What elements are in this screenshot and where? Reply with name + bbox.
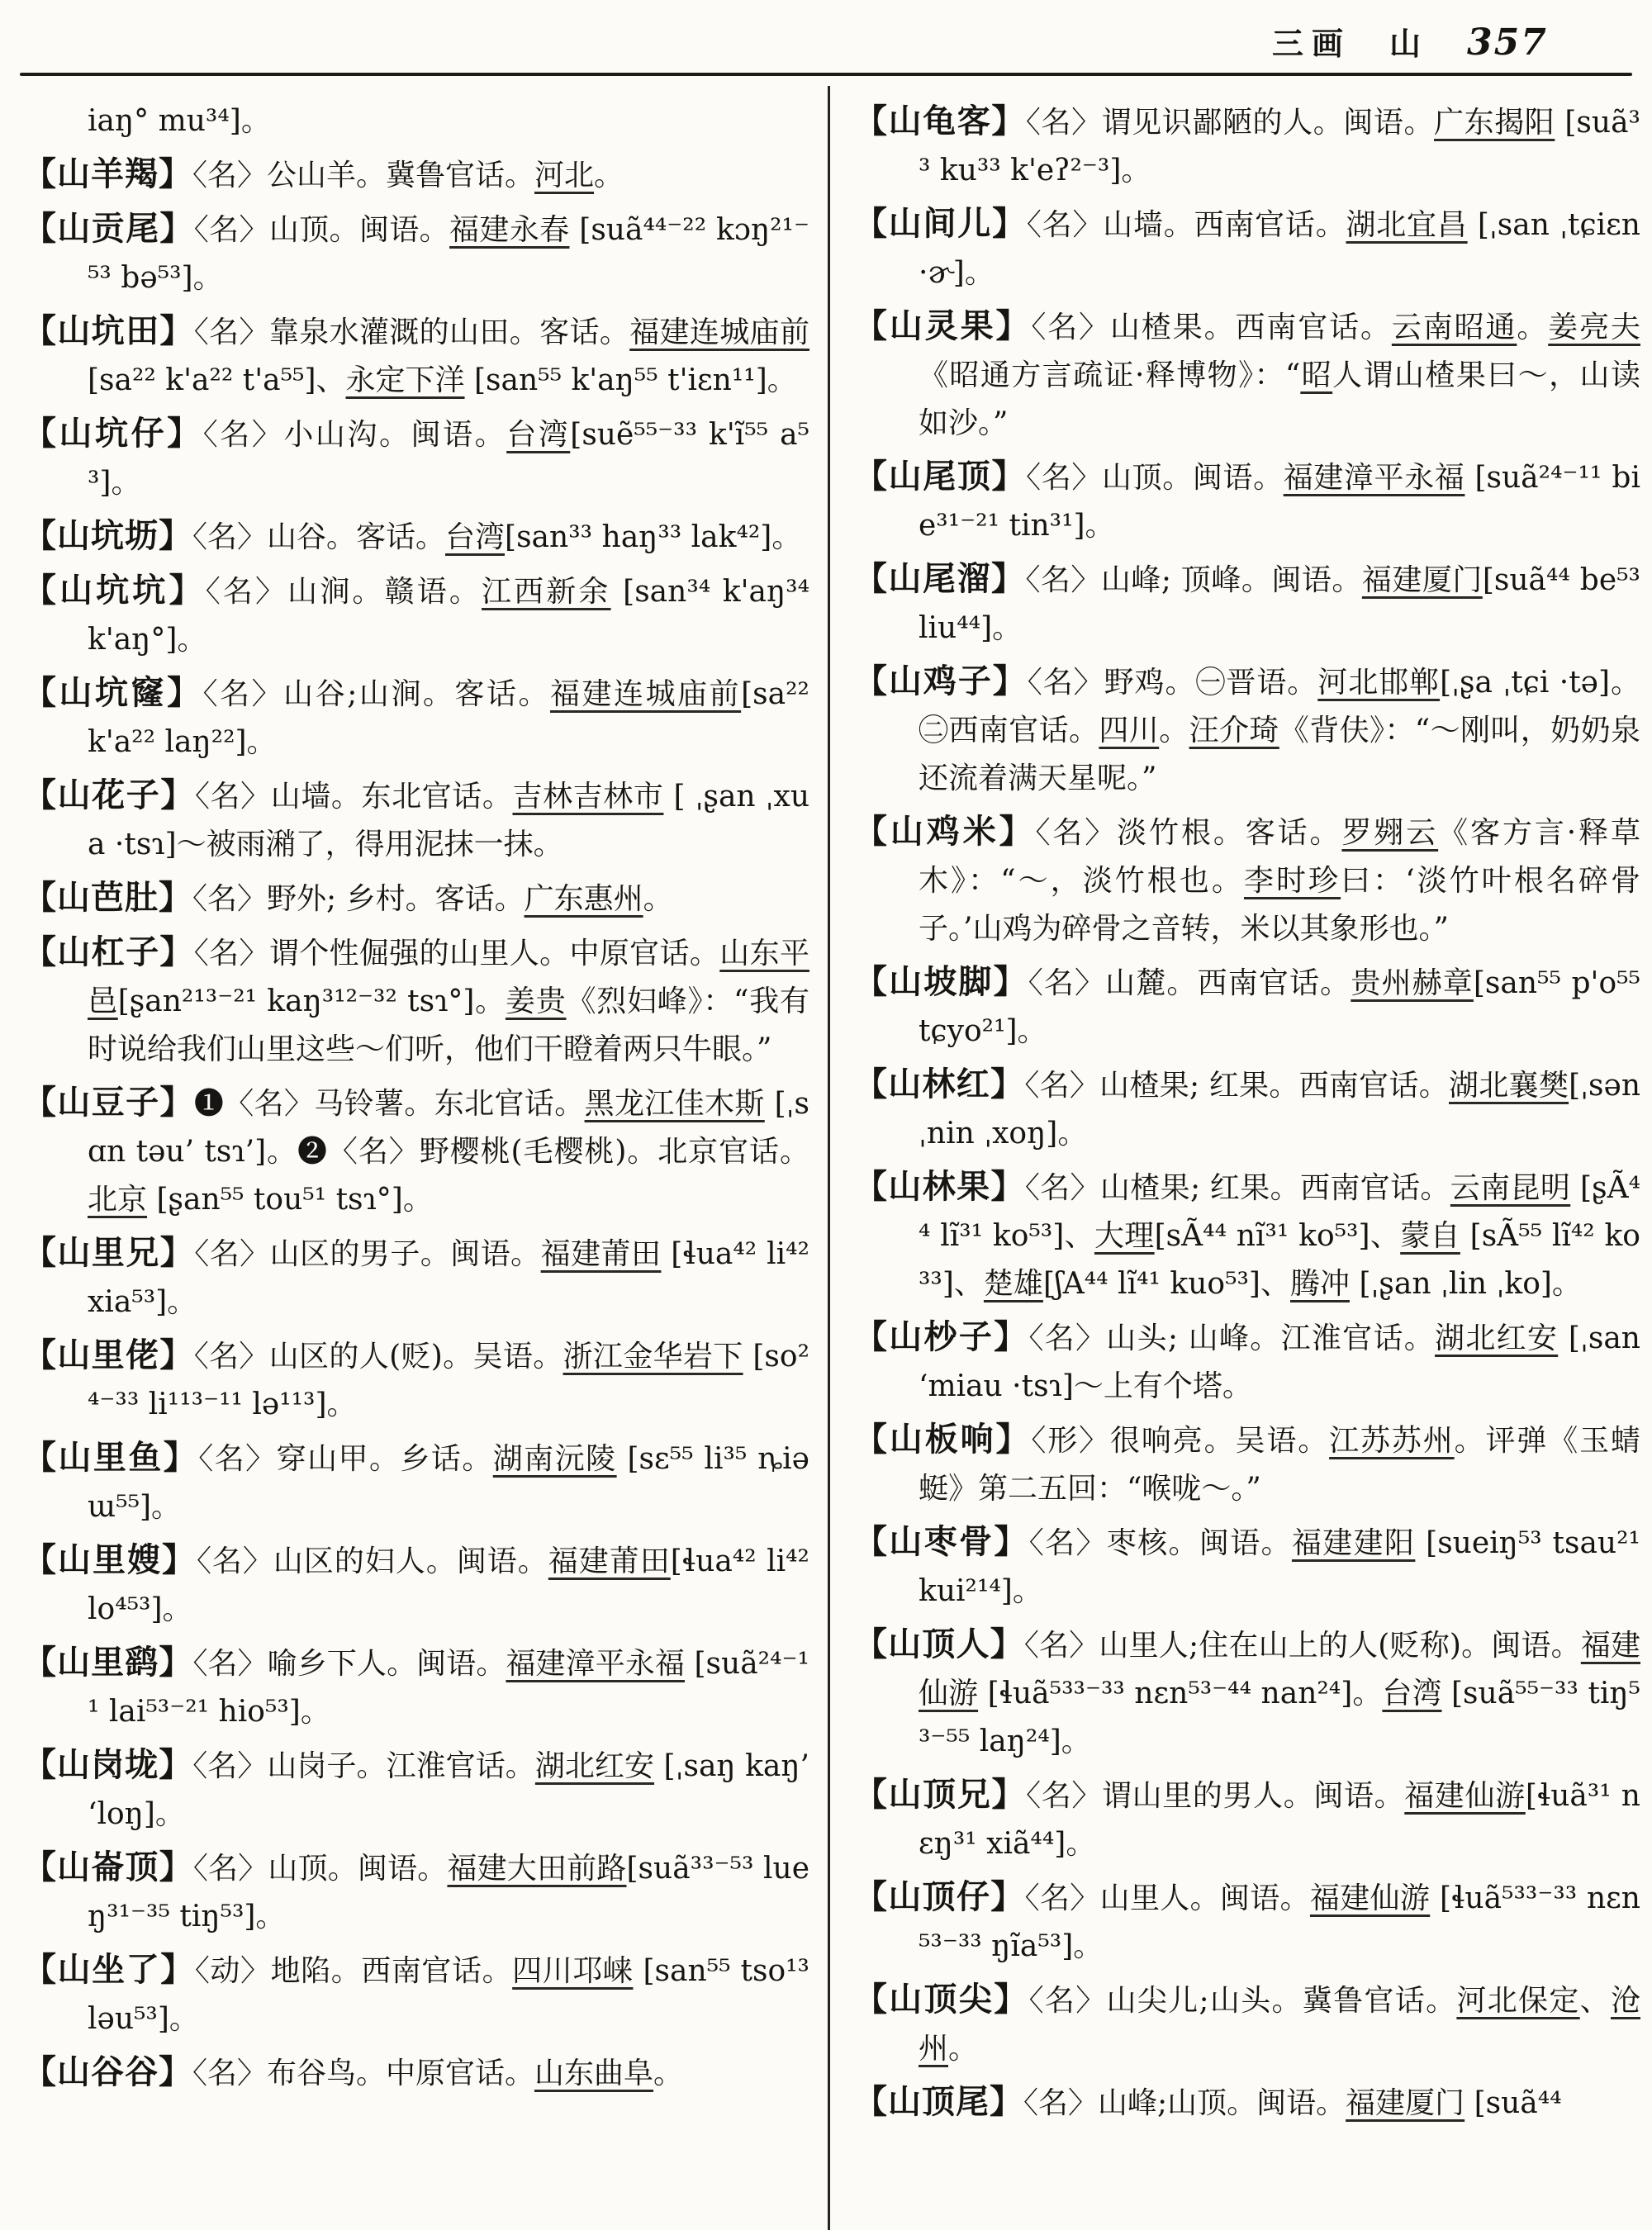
entry-headword: 【山坑坑】 — [23, 571, 206, 610]
entry-text: 、 — [1579, 1984, 1611, 2018]
entry-headword: 【山里嫂】 — [23, 1540, 197, 1579]
entry-text: [ʂan²¹³⁻²¹ kaŋ³¹²⁻³² tsɿ°]。 — [117, 985, 506, 1018]
entry-text: [ˌsan ‘miau ·tsɿ]～上有个塔。 — [919, 1321, 1640, 1403]
entry-headword: 【山岗垅】 — [23, 1745, 193, 1784]
dictionary-entry — [23, 1639, 809, 1736]
entry-text: 〈名〉靠泉水灌溉的山田。客话。 — [193, 316, 630, 349]
proper-name: 李时珍 — [1243, 864, 1341, 898]
proper-name: 福建连城庙前 — [629, 316, 809, 349]
entry-text: 〈名〉公山羊。冀鲁官话。 — [192, 159, 535, 192]
entry-text: [suã²⁴⁻¹¹ lai⁵³⁻²¹ hio⁵³]。 — [88, 1647, 809, 1729]
entry-headword: 【山林红】 — [854, 1065, 1025, 1103]
entry-text: [san⁵⁵ p'o⁵⁵ tɕyo²¹]。 — [919, 966, 1640, 1048]
proper-name: 贵州赫章 — [1351, 966, 1474, 1000]
entry-text: [san⁵⁵ k'aŋ⁵⁵ t'iɛn¹¹]。 — [464, 363, 797, 397]
entry-headword: 【山贡尾】 — [23, 209, 194, 248]
proper-name: 湖北襄樊 — [1449, 1069, 1569, 1103]
entry-text: 〈名〉山谷。客话。 — [192, 520, 446, 554]
entry-headword: 【山板响】 — [854, 1420, 1032, 1459]
entry-text: 〈名〉山麓。西南官话。 — [1028, 966, 1351, 1000]
proper-name: 姜贵 — [505, 985, 567, 1018]
dictionary-entry — [23, 307, 809, 405]
entry-text: [sÃ⁵⁵ lĩ⁴² ko³³]、 — [919, 1219, 1640, 1301]
entry-text: [ɬua⁴² li⁴² lo⁴⁵³]。 — [88, 1544, 809, 1626]
entry-text: 人谓山楂果曰～，山读如沙。” — [919, 358, 1640, 440]
entry-text: 〈名〉山峰; 顶峰。闽语。 — [1025, 563, 1362, 597]
entry-headword: 【山里佬】 — [23, 1336, 194, 1374]
entry-text: 〈名〉淡竹根。客话。 — [1035, 816, 1342, 850]
proper-name: 福建漳平永福 — [1283, 461, 1465, 495]
dictionary-entry — [23, 1079, 809, 1224]
entry-text: 〈名〉山顶。闽语。 — [192, 1852, 448, 1886]
entry-text: 《背伕》：“～刚叫，奶奶泉还流着满天星呢。” — [919, 714, 1640, 795]
entry-text: 〈名〉山岗子。江淮官话。 — [192, 1749, 535, 1783]
entry-headword: 【山尾顶】 — [854, 457, 1027, 496]
entry-headword: 【山坐了】 — [23, 1950, 195, 1989]
entry-text: 〈名〉野外; 乡村。客话。 — [192, 882, 525, 916]
dictionary-entry — [23, 1843, 809, 1941]
entry-text: [sa²² k'a²² laŋ²²]。 — [88, 677, 809, 759]
running-head — [1272, 18, 1548, 64]
proper-name: 台湾 — [445, 520, 506, 554]
entry-text: 。 — [643, 882, 673, 916]
entry-text: [suã³³ ku³³ k'eʔ²⁻³]。 — [919, 106, 1640, 187]
entry-text: [ˌsɑn təu’ tsɿ’]。❷〈名〉野樱桃(毛樱桃)。北京官话。 — [88, 1087, 809, 1169]
dictionary-entry — [23, 1331, 809, 1429]
entry-text: 〈名〉山头; 山峰。江淮官话。 — [1028, 1321, 1436, 1355]
dictionary-entry — [854, 1163, 1640, 1308]
entry-text: 。 — [1517, 311, 1549, 344]
entry-text: 〈名〉山楂果; 红果。西南官话。 — [1024, 1171, 1450, 1205]
entry-text: 〈名〉小山沟。闽语。 — [202, 418, 507, 452]
entry-text: 。 — [594, 159, 624, 192]
proper-name: 河北邯郸 — [1317, 666, 1441, 700]
proper-name: 山东曲阜 — [534, 2057, 654, 2090]
proper-name: 湖南沅陵 — [492, 1442, 617, 1476]
entry-text: 〈名〉山里人。闽语。 — [1024, 1881, 1310, 1915]
dictionary-entry — [23, 410, 809, 507]
entry-headword: 【山坑仔】 — [23, 414, 203, 453]
dictionary-entry — [23, 1434, 809, 1531]
proper-name: 腾冲 — [1289, 1267, 1350, 1301]
proper-name: 福建仙游 — [1404, 1779, 1526, 1813]
proper-name: 沧州 — [919, 1984, 1640, 2066]
entry-headword: 【山杠子】 — [23, 932, 194, 971]
entry-text: 〈名〉山区的妇人。闽语。 — [196, 1544, 548, 1578]
dictionary-entry — [23, 1946, 809, 2043]
entry-text: [ʂÃ⁴⁴ lĩ³¹ ko⁵³]、 — [919, 1171, 1641, 1253]
entry-text: [ˌsən ˌnin ˌxoŋ]。 — [919, 1069, 1640, 1151]
entry-text: 〈名〉谓个性倔强的山里人。中原官话。 — [193, 937, 720, 970]
entry-text: 。评弹《玉蜻蜓》第二五回：“喉咙～。” — [919, 1424, 1640, 1506]
entry-text: 〈名〉山峰;山顶。闽语。 — [1023, 2086, 1346, 2120]
dictionary-entry — [854, 808, 1640, 953]
proper-name: 云南昭通 — [1391, 311, 1517, 344]
entry-text: 〈名〉山墙。东北官话。 — [194, 780, 513, 814]
entry-headword: 【山枣骨】 — [854, 1522, 1029, 1561]
column-right — [854, 97, 1640, 2133]
entry-text: 〈动〉地陷。西南官话。 — [194, 1954, 513, 1988]
entry-text: 〈名〉布谷鸟。中原官话。 — [192, 2057, 535, 2090]
entry-headword: 【山顶兄】 — [854, 1775, 1027, 1814]
entry-text: 《烈妇峰》：“我有时说给我们山里这些～们听，他们干瞪着两只牛眼。” — [88, 985, 809, 1066]
dictionary-entry — [854, 1771, 1640, 1868]
entry-headword: 【山谷谷】 — [23, 2052, 192, 2091]
proper-name: 山东平邑 — [88, 937, 809, 1018]
proper-name: 福建大田前路 — [447, 1852, 627, 1886]
page-number: 357 — [1467, 21, 1548, 64]
dictionary-entry — [854, 555, 1640, 652]
dictionary-entry — [854, 1313, 1640, 1411]
entry-headword: 【山鸡米】 — [854, 812, 1036, 851]
entry-text: [san⁵⁵ tso¹³ ləu⁵³]。 — [88, 1954, 809, 2036]
entry-headword: 【山龟客】 — [854, 102, 1026, 140]
proper-name: 四川 — [1099, 714, 1160, 747]
proper-name: 罗翙云 — [1341, 816, 1439, 850]
proper-name: 福建仙游 — [919, 1629, 1640, 1710]
entry-text: [ʂan⁵⁵ tou⁵¹ tsɿ°]。 — [147, 1183, 433, 1217]
proper-name: 广东揭阳 — [1434, 106, 1555, 140]
dictionary-entry — [23, 512, 809, 562]
dictionary-entry — [854, 1416, 1640, 1513]
proper-name: 福建厦门 — [1346, 2086, 1465, 2120]
entry-headword: 【山坑窿】 — [23, 673, 203, 712]
entry-text: [sɛ⁵⁵ li³⁵ ȵiəɯ⁵⁵]。 — [88, 1442, 809, 1524]
entry-text: 〈名〉枣核。闽语。 — [1028, 1526, 1292, 1560]
entry-text: 〈名〉穿山甲。乡话。 — [198, 1442, 493, 1476]
entry-text: [suã²⁴⁻¹¹ bie³¹⁻²¹ tin³¹]。 — [919, 461, 1640, 543]
proper-name: 福建莆田 — [548, 1544, 671, 1578]
proper-name: 江西新余 — [482, 575, 611, 609]
dictionary-entry — [854, 657, 1640, 803]
proper-name: 湖北红安 — [534, 1749, 655, 1783]
proper-name: 北京 — [88, 1183, 148, 1217]
entry-text: 。 — [948, 2032, 979, 2066]
entry-text: [so²⁴⁻³³ li¹¹³⁻¹¹ lə¹¹³]。 — [88, 1340, 810, 1421]
entry-text: 〈名〉野鸡。㊀晋语。 — [1027, 666, 1318, 700]
entry-text: 〈名〉山区的人(贬)。吴语。 — [193, 1340, 563, 1374]
proper-name: 福建仙游 — [1309, 1881, 1431, 1915]
proper-name: 大理 — [1094, 1219, 1155, 1253]
entry-headword: 【山崙顶】 — [23, 1848, 193, 1886]
entry-headword: 【山鸡子】 — [854, 662, 1028, 700]
proper-name: 福建连城庙前 — [550, 677, 742, 711]
proper-name: 广东惠州 — [524, 882, 643, 916]
dictionary-entry — [23, 1536, 809, 1634]
entry-text: 〈名〉山尖儿;山头。冀鲁官话。 — [1028, 1984, 1457, 2018]
entry-text: 〈名〉山里人;住在山上的人(贬称)。闽语。 — [1023, 1629, 1581, 1663]
entry-text: 〈名〉山顶。闽语。 — [193, 213, 450, 247]
dictionary-entry — [854, 1518, 1640, 1616]
dictionary-entry — [854, 97, 1640, 195]
entry-text: 〈名〉山楂果; 红果。西南官话。 — [1024, 1069, 1449, 1103]
dictionary-entry — [854, 958, 1640, 1056]
entry-headword: 【山灵果】 — [854, 306, 1032, 345]
entry-text: [suã⁴⁴ be⁵³ liu⁴⁴]。 — [919, 563, 1640, 645]
entry-text: [suã⁴⁴ — [1464, 2086, 1562, 2120]
entry-headword: 【山杪子】 — [854, 1317, 1029, 1356]
dictionary-entry — [854, 2078, 1640, 2128]
proper-name: 浙江金华岩下 — [563, 1340, 743, 1374]
running-head-section: 三画 — [1272, 25, 1352, 62]
entry-text: 〈名〉山顶。闽语。 — [1026, 461, 1284, 495]
entry-text: 〈名〉喻乡下人。闽语。 — [192, 1647, 506, 1681]
header-rule — [20, 73, 1632, 76]
entry-text: [sa²² k'a²² t'a⁵⁵]、 — [88, 363, 346, 397]
proper-name: 四川邛崃 — [512, 1954, 634, 1988]
running-head-radical: 山 — [1389, 25, 1430, 62]
dictionary-entry — [854, 1873, 1640, 1971]
entry-text: 《昭通方言疏证·释博物》：“ — [919, 358, 1301, 392]
proper-name: 蒙自 — [1400, 1219, 1460, 1253]
entry-text: [ʃA⁴⁴ lĩ⁴¹ kuo⁵³]、 — [1042, 1267, 1290, 1301]
dictionary-entry — [854, 302, 1640, 448]
entry-text: iaŋ° mu³⁴]。 — [88, 104, 271, 138]
proper-name: 福建漳平永福 — [506, 1647, 685, 1681]
entry-text: [ ˌʂan ˌxua ·tsɿ]～被雨潲了，得用泥抹一抹。 — [88, 780, 810, 861]
entry-text: ❶〈名〉马铃薯。东北官话。 — [193, 1087, 585, 1121]
dictionary-entry — [23, 567, 809, 664]
entry-text: 〈名〉山墙。西南官话。 — [1026, 208, 1346, 242]
entry-text: [ɬua⁴² li⁴² xia⁵³]。 — [88, 1237, 809, 1319]
entry-headword: 【山花子】 — [23, 776, 195, 814]
entry-text: 曰：‘淡竹叶根名碎骨子。’山鸡为碎骨之音转，米以其象形也。” — [919, 864, 1640, 946]
entry-text: 。 — [653, 2057, 684, 2090]
dictionary-entry — [854, 1620, 1640, 1766]
entry-headword: 【山间儿】 — [854, 204, 1027, 243]
dictionary-entry — [23, 771, 809, 869]
entry-headword: 【山顶尾】 — [854, 2082, 1023, 2121]
proper-name: 姜亮夫 — [1548, 311, 1640, 344]
entry-text: 〈名〉山谷;山涧。客话。 — [202, 677, 550, 711]
dictionary-entry — [854, 1060, 1640, 1158]
dictionary-entry — [23, 928, 809, 1074]
entry-text: 〈形〉很响亮。吴语。 — [1031, 1424, 1330, 1458]
entry-headword: 【山羊羯】 — [23, 154, 192, 193]
proper-name: 黑龙江佳木斯 — [584, 1087, 765, 1121]
entry-text: [ɬuã⁵³³⁻³³ nɛn⁵³⁻⁴⁴ nan²⁴]。 — [978, 1677, 1383, 1710]
dictionary-entry — [23, 205, 809, 302]
dictionary-entry — [23, 2048, 809, 2098]
proper-name: 楚雄 — [983, 1267, 1043, 1301]
entry-text: 〈名〉山涧。赣语。 — [205, 575, 482, 609]
entry-headword: 【山坡脚】 — [854, 962, 1028, 1001]
entry-text: 。 — [1159, 714, 1189, 747]
proper-name: 河北保定 — [1456, 1984, 1580, 2018]
proper-name: 台湾 — [506, 418, 571, 452]
dictionary-entry — [23, 150, 809, 200]
proper-name: 永定下洋 — [345, 363, 465, 397]
proper-name: 湖北宜昌 — [1346, 208, 1468, 242]
entry-text: [ɬuã⁵³³⁻³³ nɛn⁵³⁻³³ ŋĩa⁵³]。 — [919, 1881, 1640, 1963]
entry-headword: 【山顶人】 — [854, 1625, 1024, 1663]
entry-text: [ˌsan ˌtɕiɛn ·ɚ]。 — [919, 208, 1640, 290]
proper-name: 江苏苏州 — [1329, 1424, 1455, 1458]
entry-headword: 【山顶尖】 — [854, 1980, 1029, 2019]
entry-headword: 【山顶仔】 — [854, 1877, 1025, 1916]
entry-text: [suã³³⁻⁵³ lueŋ³¹⁻³⁵ tiŋ⁵³]。 — [88, 1852, 810, 1933]
proper-name: 台湾 — [1382, 1677, 1442, 1710]
entry-headword: 【山尾溜】 — [854, 559, 1026, 598]
entry-headword: 【山林果】 — [854, 1167, 1025, 1206]
entry-text: 〈名〉山楂果。西南官话。 — [1031, 311, 1392, 344]
proper-name: 云南昆明 — [1450, 1171, 1571, 1205]
column-divider — [828, 86, 830, 2230]
entry-headword: 【山豆子】 — [23, 1083, 194, 1122]
entry-text: 〈名〉山区的男子。闽语。 — [194, 1237, 541, 1271]
entry-text: [sÃ⁴⁴ nĩ³¹ ko⁵³]、 — [1154, 1219, 1401, 1253]
entry-headword: 【山里鹞】 — [23, 1643, 193, 1682]
entry-text: [san³⁴ k'aŋ³⁴ k'aŋ°]。 — [88, 575, 810, 657]
entry-text: [ɬuã³¹ nɛŋ³¹ xiã⁴⁴]。 — [919, 1779, 1640, 1861]
entry-text: [ˌʂan ˌlin ˌko]。 — [1350, 1267, 1582, 1301]
entry-text: [suã⁴⁴⁻²² kɔŋ²¹⁻⁵³ bə⁵³]。 — [88, 213, 809, 295]
dictionary-entry — [854, 1976, 1640, 2073]
dictionary-entry — [23, 669, 809, 766]
proper-name: 吉林吉林市 — [512, 780, 664, 814]
proper-name: 湖北红安 — [1435, 1321, 1559, 1355]
proper-name: 福建莆田 — [540, 1237, 662, 1271]
proper-name: 昭 — [1300, 358, 1333, 392]
dictionary-entry — [854, 453, 1640, 550]
proper-name: 河北 — [534, 159, 595, 192]
dictionary-entry — [23, 1741, 809, 1839]
proper-name: 福建厦门 — [1361, 563, 1483, 597]
dictionary-entry — [854, 200, 1640, 297]
entry-text: [ˌʂa ˌtɕi ·tə]。㊁西南官话。 — [919, 666, 1640, 747]
dictionary-entry — [23, 97, 809, 145]
entry-headword: 【山坑田】 — [23, 311, 194, 350]
entry-text: [suã⁵⁵⁻³³ tiŋ⁵³⁻⁵⁵ laŋ²⁴]。 — [919, 1677, 1640, 1758]
entry-headword: 【山里兄】 — [23, 1233, 195, 1272]
entry-text: [ˌsaŋ kaŋ’ ‘loŋ]。 — [88, 1749, 810, 1831]
dictionary-entry — [23, 874, 809, 923]
proper-name: 福建建阳 — [1291, 1526, 1416, 1560]
entry-text: [san³³ haŋ³³ lak⁴²]。 — [505, 520, 802, 554]
column-left — [23, 97, 809, 2103]
entry-headword: 【山芭肚】 — [23, 878, 192, 917]
entry-text: [sueiŋ⁵³ tsau²¹ kui²¹⁴]。 — [919, 1526, 1640, 1608]
proper-name: 福建永春 — [449, 213, 570, 247]
entry-text: 〈名〉谓山里的男人。闽语。 — [1026, 1779, 1405, 1813]
proper-name: 汪介琦 — [1189, 714, 1279, 747]
entry-headword: 【山坑坜】 — [23, 516, 192, 555]
dictionary-entry — [23, 1229, 809, 1326]
entry-text: [suẽ⁵⁵⁻³³ k'ĩ⁵⁵ a⁵³]。 — [88, 418, 809, 500]
entry-text: 《客方言·释草木》：“～，淡竹根也。 — [919, 816, 1640, 898]
entry-headword: 【山里鱼】 — [23, 1438, 199, 1477]
entry-text: 〈名〉谓见识鄙陋的人。闽语。 — [1025, 106, 1435, 140]
